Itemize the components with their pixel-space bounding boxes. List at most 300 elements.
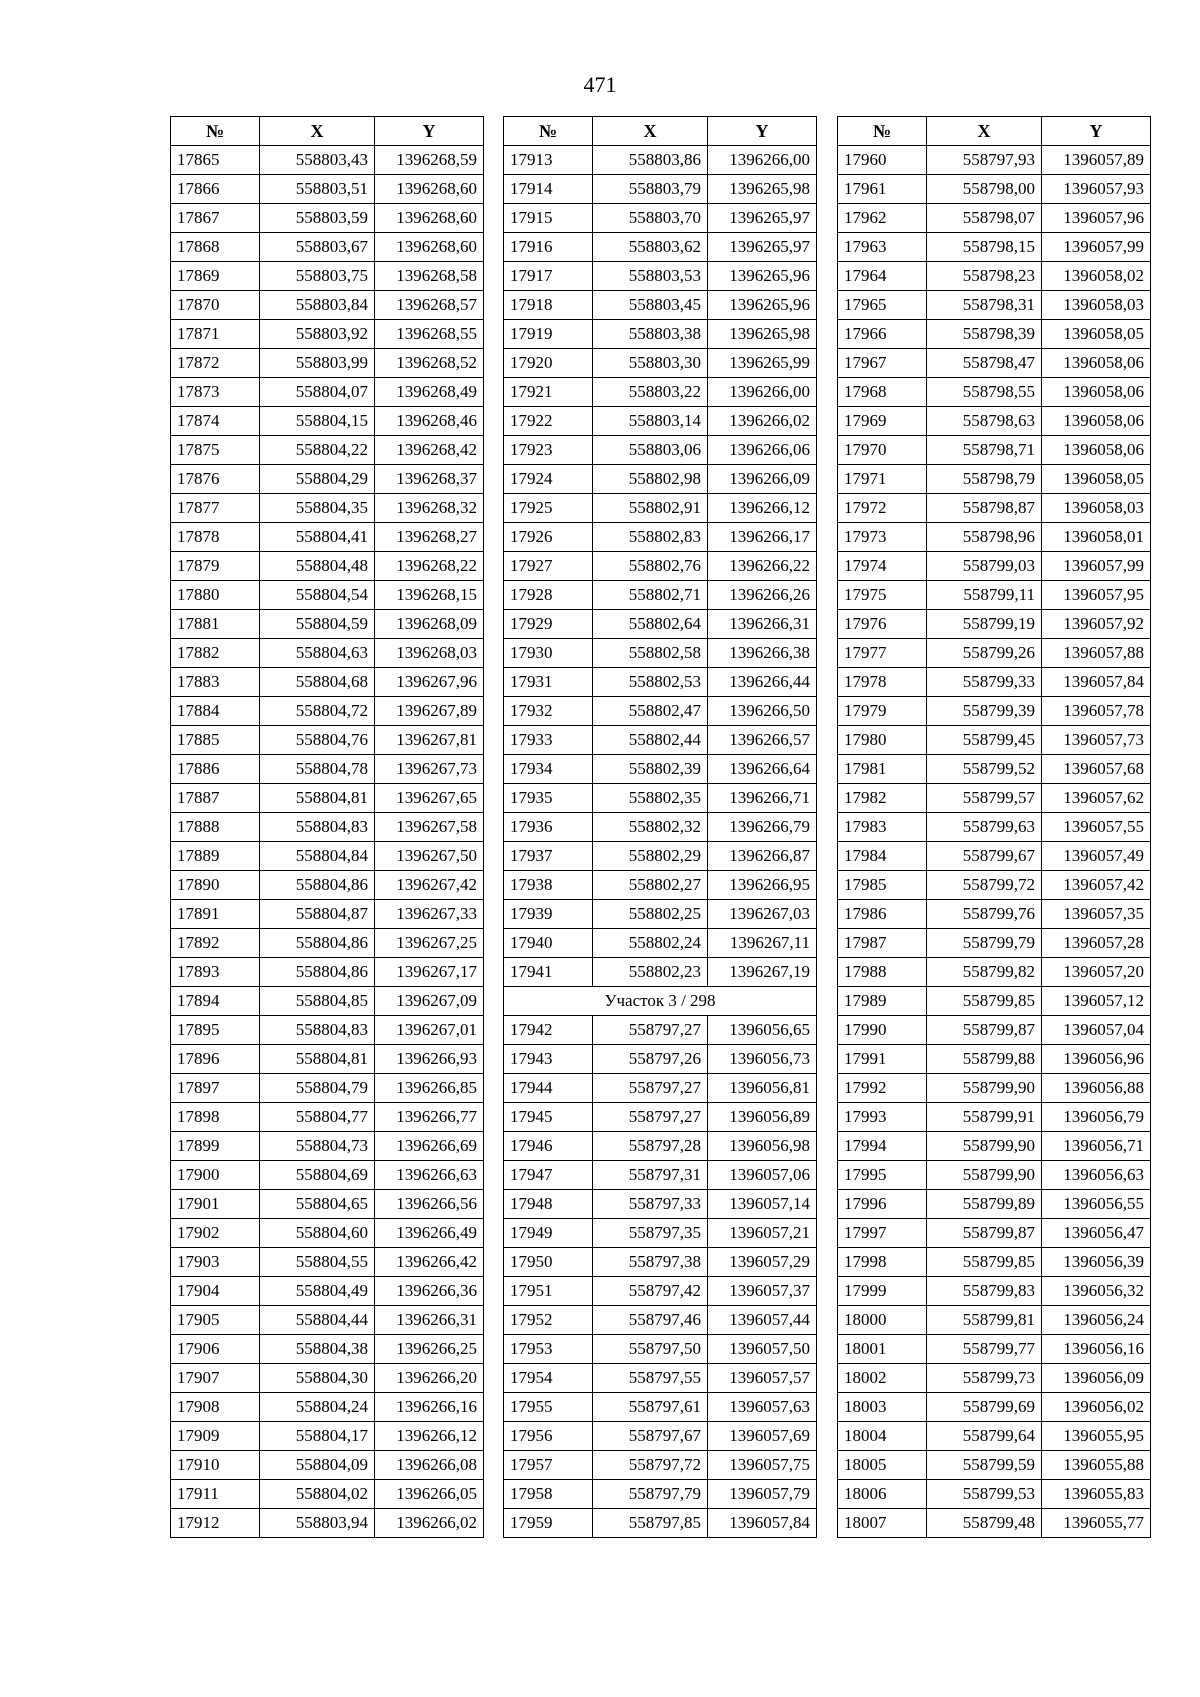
point-number-cell: 17865 (171, 146, 260, 175)
y-coordinate-cell: 1396058,06 (1042, 349, 1151, 378)
x-coordinate-cell: 558804,73 (260, 1132, 375, 1161)
table-row (171, 784, 484, 813)
point-number-cell: 17998 (838, 1248, 927, 1277)
y-coordinate-cell: 1396057,20 (1042, 958, 1151, 987)
x-coordinate-cell: 558799,90 (927, 1074, 1042, 1103)
table-row (838, 610, 1151, 639)
table-row (838, 233, 1151, 262)
table-row (504, 465, 817, 494)
table-row (504, 1219, 817, 1248)
point-number-cell: 17960 (838, 146, 927, 175)
y-coordinate-cell: 1396266,31 (708, 610, 817, 639)
x-coordinate-cell: 558798,79 (927, 465, 1042, 494)
y-coordinate-cell: 1396266,25 (375, 1335, 484, 1364)
y-coordinate-cell: 1396267,01 (375, 1016, 484, 1045)
x-coordinate-cell: 558797,38 (593, 1248, 708, 1277)
x-coordinate-cell: 558799,85 (927, 987, 1042, 1016)
x-coordinate-cell: 558803,38 (593, 320, 708, 349)
point-number-cell: 18002 (838, 1364, 927, 1393)
point-number-cell: 17980 (838, 726, 927, 755)
y-coordinate-cell: 1396056,09 (1042, 1364, 1151, 1393)
table-row (504, 1480, 817, 1509)
y-coordinate-cell: 1396266,26 (708, 581, 817, 610)
header-number: № (838, 117, 927, 146)
table-row (504, 639, 817, 668)
x-coordinate-cell: 558798,63 (927, 407, 1042, 436)
x-coordinate-cell: 558799,90 (927, 1161, 1042, 1190)
x-coordinate-cell: 558804,65 (260, 1190, 375, 1219)
x-coordinate-cell: 558802,44 (593, 726, 708, 755)
x-coordinate-cell: 558804,59 (260, 610, 375, 639)
y-coordinate-cell: 1396266,06 (708, 436, 817, 465)
x-coordinate-cell: 558804,79 (260, 1074, 375, 1103)
point-number-cell: 17925 (504, 494, 593, 523)
y-coordinate-cell: 1396266,50 (708, 697, 817, 726)
y-coordinate-cell: 1396265,97 (708, 204, 817, 233)
header-y: Y (1042, 117, 1151, 146)
table-row (504, 262, 817, 291)
x-coordinate-cell: 558804,78 (260, 755, 375, 784)
point-number-cell: 17938 (504, 871, 593, 900)
point-number-cell: 17884 (171, 697, 260, 726)
table-row (504, 1074, 817, 1103)
x-coordinate-cell: 558802,24 (593, 929, 708, 958)
table-row (504, 349, 817, 378)
point-number-cell: 17944 (504, 1074, 593, 1103)
x-coordinate-cell: 558797,72 (593, 1451, 708, 1480)
point-number-cell: 17890 (171, 871, 260, 900)
table-row (838, 668, 1151, 697)
y-coordinate-cell: 1396057,12 (1042, 987, 1151, 1016)
point-number-cell: 17909 (171, 1422, 260, 1451)
point-number-cell: 17964 (838, 262, 927, 291)
y-coordinate-cell: 1396268,42 (375, 436, 484, 465)
table-row (171, 552, 484, 581)
point-number-cell: 17941 (504, 958, 593, 987)
table-row (171, 1103, 484, 1132)
y-coordinate-cell: 1396266,02 (375, 1509, 484, 1538)
table-row (171, 349, 484, 378)
y-coordinate-cell: 1396267,33 (375, 900, 484, 929)
y-coordinate-cell: 1396057,29 (708, 1248, 817, 1277)
x-coordinate-cell: 558802,91 (593, 494, 708, 523)
table-row (838, 1190, 1151, 1219)
table-row (838, 523, 1151, 552)
x-coordinate-cell: 558799,76 (927, 900, 1042, 929)
table-row (838, 958, 1151, 987)
x-coordinate-cell: 558799,88 (927, 1045, 1042, 1074)
x-coordinate-cell: 558798,00 (927, 175, 1042, 204)
table-row (171, 1161, 484, 1190)
table-row (838, 146, 1151, 175)
table-row (171, 378, 484, 407)
point-number-cell: 17952 (504, 1306, 593, 1335)
x-coordinate-cell: 558799,87 (927, 1219, 1042, 1248)
coordinates-table-3 (837, 116, 1151, 1538)
point-number-cell: 17934 (504, 755, 593, 784)
x-coordinate-cell: 558804,83 (260, 813, 375, 842)
table-row (171, 1451, 484, 1480)
y-coordinate-cell: 1396266,77 (375, 1103, 484, 1132)
section-title: Участок 3 / 298 (504, 987, 817, 1016)
y-coordinate-cell: 1396268,27 (375, 523, 484, 552)
table-row (504, 1132, 817, 1161)
table-row (171, 1219, 484, 1248)
x-coordinate-cell: 558803,14 (593, 407, 708, 436)
point-number-cell: 17891 (171, 900, 260, 929)
x-coordinate-cell: 558804,22 (260, 436, 375, 465)
x-coordinate-cell: 558802,32 (593, 813, 708, 842)
point-number-cell: 17905 (171, 1306, 260, 1335)
point-number-cell: 17977 (838, 639, 927, 668)
point-number-cell: 17896 (171, 1045, 260, 1074)
y-coordinate-cell: 1396056,71 (1042, 1132, 1151, 1161)
y-coordinate-cell: 1396268,58 (375, 262, 484, 291)
table-row (838, 262, 1151, 291)
y-coordinate-cell: 1396265,99 (708, 349, 817, 378)
point-number-cell: 17970 (838, 436, 927, 465)
table-row (838, 349, 1151, 378)
header-number: № (504, 117, 593, 146)
table-row (171, 320, 484, 349)
x-coordinate-cell: 558802,58 (593, 639, 708, 668)
point-number-cell: 17975 (838, 581, 927, 610)
table-row (838, 871, 1151, 900)
point-number-cell: 17892 (171, 929, 260, 958)
x-coordinate-cell: 558798,71 (927, 436, 1042, 465)
page-number: 471 (583, 72, 617, 97)
x-coordinate-cell: 558802,47 (593, 697, 708, 726)
point-number-cell: 17968 (838, 378, 927, 407)
point-number-cell: 17867 (171, 204, 260, 233)
point-number-cell: 17967 (838, 349, 927, 378)
table-row (171, 407, 484, 436)
x-coordinate-cell: 558803,99 (260, 349, 375, 378)
point-number-cell: 17929 (504, 610, 593, 639)
table-row (171, 610, 484, 639)
table-row (504, 1045, 817, 1074)
point-number-cell: 17997 (838, 1219, 927, 1248)
point-number-cell: 17873 (171, 378, 260, 407)
x-coordinate-cell: 558799,52 (927, 755, 1042, 784)
x-coordinate-cell: 558804,83 (260, 1016, 375, 1045)
y-coordinate-cell: 1396057,73 (1042, 726, 1151, 755)
table-row (838, 407, 1151, 436)
y-coordinate-cell: 1396057,99 (1042, 233, 1151, 262)
y-coordinate-cell: 1396266,93 (375, 1045, 484, 1074)
x-coordinate-cell: 558803,30 (593, 349, 708, 378)
y-coordinate-cell: 1396056,81 (708, 1074, 817, 1103)
y-coordinate-cell: 1396268,55 (375, 320, 484, 349)
table-row (171, 1335, 484, 1364)
table-row (504, 784, 817, 813)
y-coordinate-cell: 1396266,79 (708, 813, 817, 842)
point-number-cell: 17986 (838, 900, 927, 929)
y-coordinate-cell: 1396057,99 (1042, 552, 1151, 581)
point-number-cell: 17869 (171, 262, 260, 291)
y-coordinate-cell: 1396057,88 (1042, 639, 1151, 668)
point-number-cell: 17992 (838, 1074, 927, 1103)
table-row (171, 1016, 484, 1045)
x-coordinate-cell: 558804,49 (260, 1277, 375, 1306)
point-number-cell: 17930 (504, 639, 593, 668)
point-number-cell: 17982 (838, 784, 927, 813)
x-coordinate-cell: 558804,54 (260, 581, 375, 610)
table-row (171, 1509, 484, 1538)
table-row (171, 1480, 484, 1509)
table-row (504, 378, 817, 407)
x-coordinate-cell: 558799,73 (927, 1364, 1042, 1393)
table-row (838, 784, 1151, 813)
table-header-row (838, 117, 1151, 146)
table-row (504, 755, 817, 784)
table-row (171, 668, 484, 697)
x-coordinate-cell: 558798,47 (927, 349, 1042, 378)
table-row (838, 1103, 1151, 1132)
point-number-cell: 17902 (171, 1219, 260, 1248)
point-number-cell: 17995 (838, 1161, 927, 1190)
table-row (171, 871, 484, 900)
point-number-cell: 17963 (838, 233, 927, 262)
point-number-cell: 18001 (838, 1335, 927, 1364)
x-coordinate-cell: 558803,22 (593, 378, 708, 407)
y-coordinate-cell: 1396056,89 (708, 1103, 817, 1132)
point-number-cell: 17911 (171, 1480, 260, 1509)
y-coordinate-cell: 1396266,87 (708, 842, 817, 871)
point-number-cell: 17866 (171, 175, 260, 204)
y-coordinate-cell: 1396058,05 (1042, 465, 1151, 494)
x-coordinate-cell: 558803,79 (593, 175, 708, 204)
table-row (838, 1132, 1151, 1161)
point-number-cell: 17945 (504, 1103, 593, 1132)
point-number-cell: 17928 (504, 581, 593, 610)
point-number-cell: 17935 (504, 784, 593, 813)
table-row (504, 1393, 817, 1422)
point-number-cell: 17942 (504, 1016, 593, 1045)
table-row (838, 1074, 1151, 1103)
header-y: Y (375, 117, 484, 146)
y-coordinate-cell: 1396266,00 (708, 378, 817, 407)
y-coordinate-cell: 1396058,03 (1042, 494, 1151, 523)
point-number-cell: 17961 (838, 175, 927, 204)
table-row (838, 1422, 1151, 1451)
point-number-cell: 17908 (171, 1393, 260, 1422)
table-row (838, 755, 1151, 784)
y-coordinate-cell: 1396266,36 (375, 1277, 484, 1306)
x-coordinate-cell: 558799,63 (927, 813, 1042, 842)
point-number-cell: 17876 (171, 465, 260, 494)
y-coordinate-cell: 1396268,59 (375, 146, 484, 175)
x-coordinate-cell: 558799,67 (927, 842, 1042, 871)
x-coordinate-cell: 558802,83 (593, 523, 708, 552)
x-coordinate-cell: 558798,55 (927, 378, 1042, 407)
y-coordinate-cell: 1396266,63 (375, 1161, 484, 1190)
y-coordinate-cell: 1396055,83 (1042, 1480, 1151, 1509)
y-coordinate-cell: 1396268,15 (375, 581, 484, 610)
y-coordinate-cell: 1396057,84 (708, 1509, 817, 1538)
x-coordinate-cell: 558802,53 (593, 668, 708, 697)
y-coordinate-cell: 1396057,04 (1042, 1016, 1151, 1045)
table-row (838, 1016, 1151, 1045)
point-number-cell: 17976 (838, 610, 927, 639)
x-coordinate-cell: 558804,24 (260, 1393, 375, 1422)
table-row (838, 726, 1151, 755)
y-coordinate-cell: 1396268,49 (375, 378, 484, 407)
y-coordinate-cell: 1396057,28 (1042, 929, 1151, 958)
point-number-cell: 17880 (171, 581, 260, 610)
point-number-cell: 18007 (838, 1509, 927, 1538)
x-coordinate-cell: 558799,87 (927, 1016, 1042, 1045)
point-number-cell: 17962 (838, 204, 927, 233)
table-row (838, 1045, 1151, 1074)
table-row (838, 813, 1151, 842)
x-coordinate-cell: 558797,27 (593, 1016, 708, 1045)
table-row (504, 291, 817, 320)
x-coordinate-cell: 558799,11 (927, 581, 1042, 610)
point-number-cell: 18000 (838, 1306, 927, 1335)
point-number-cell: 17893 (171, 958, 260, 987)
y-coordinate-cell: 1396265,98 (708, 175, 817, 204)
y-coordinate-cell: 1396057,06 (708, 1161, 817, 1190)
x-coordinate-cell: 558797,67 (593, 1422, 708, 1451)
y-coordinate-cell: 1396057,49 (1042, 842, 1151, 871)
table-row (171, 581, 484, 610)
y-coordinate-cell: 1396057,35 (1042, 900, 1151, 929)
table-row (171, 726, 484, 755)
table-row (504, 204, 817, 233)
x-coordinate-cell: 558797,55 (593, 1364, 708, 1393)
point-number-cell: 17917 (504, 262, 593, 291)
table-row (838, 1335, 1151, 1364)
point-number-cell: 17913 (504, 146, 593, 175)
y-coordinate-cell: 1396056,02 (1042, 1393, 1151, 1422)
x-coordinate-cell: 558799,45 (927, 726, 1042, 755)
point-number-cell: 17936 (504, 813, 593, 842)
x-coordinate-cell: 558804,81 (260, 784, 375, 813)
y-coordinate-cell: 1396057,50 (708, 1335, 817, 1364)
point-number-cell: 17932 (504, 697, 593, 726)
x-coordinate-cell: 558804,86 (260, 929, 375, 958)
x-coordinate-cell: 558803,59 (260, 204, 375, 233)
point-number-cell: 17870 (171, 291, 260, 320)
point-number-cell: 17918 (504, 291, 593, 320)
table-row (504, 1364, 817, 1393)
y-coordinate-cell: 1396056,47 (1042, 1219, 1151, 1248)
y-coordinate-cell: 1396057,63 (708, 1393, 817, 1422)
x-coordinate-cell: 558802,64 (593, 610, 708, 639)
x-coordinate-cell: 558799,33 (927, 668, 1042, 697)
point-number-cell: 17900 (171, 1161, 260, 1190)
point-number-cell: 17937 (504, 842, 593, 871)
x-coordinate-cell: 558804,84 (260, 842, 375, 871)
point-number-cell: 17906 (171, 1335, 260, 1364)
point-number-cell: 17950 (504, 1248, 593, 1277)
y-coordinate-cell: 1396058,05 (1042, 320, 1151, 349)
table-row (838, 1219, 1151, 1248)
point-number-cell: 17874 (171, 407, 260, 436)
y-coordinate-cell: 1396058,06 (1042, 378, 1151, 407)
x-coordinate-cell: 558803,53 (593, 262, 708, 291)
y-coordinate-cell: 1396265,96 (708, 262, 817, 291)
y-coordinate-cell: 1396057,68 (1042, 755, 1151, 784)
x-coordinate-cell: 558799,57 (927, 784, 1042, 813)
point-number-cell: 17885 (171, 726, 260, 755)
point-number-cell: 17916 (504, 233, 593, 262)
x-coordinate-cell: 558797,61 (593, 1393, 708, 1422)
x-coordinate-cell: 558799,59 (927, 1451, 1042, 1480)
table-row (504, 900, 817, 929)
point-number-cell: 17978 (838, 668, 927, 697)
x-coordinate-cell: 558797,33 (593, 1190, 708, 1219)
point-number-cell: 17927 (504, 552, 593, 581)
x-coordinate-cell: 558798,15 (927, 233, 1042, 262)
table-row (504, 1103, 817, 1132)
point-number-cell: 17965 (838, 291, 927, 320)
table-row (504, 1509, 817, 1538)
point-number-cell: 17955 (504, 1393, 593, 1422)
y-coordinate-cell: 1396267,73 (375, 755, 484, 784)
point-number-cell: 17993 (838, 1103, 927, 1132)
point-number-cell: 17989 (838, 987, 927, 1016)
point-number-cell: 17984 (838, 842, 927, 871)
x-coordinate-cell: 558798,39 (927, 320, 1042, 349)
point-number-cell: 17969 (838, 407, 927, 436)
table-row (838, 1509, 1151, 1538)
y-coordinate-cell: 1396056,63 (1042, 1161, 1151, 1190)
x-coordinate-cell: 558797,31 (593, 1161, 708, 1190)
y-coordinate-cell: 1396057,42 (1042, 871, 1151, 900)
x-coordinate-cell: 558797,93 (927, 146, 1042, 175)
point-number-cell: 17958 (504, 1480, 593, 1509)
x-coordinate-cell: 558799,53 (927, 1480, 1042, 1509)
y-coordinate-cell: 1396265,97 (708, 233, 817, 262)
y-coordinate-cell: 1396056,39 (1042, 1248, 1151, 1277)
table-row (504, 1422, 817, 1451)
y-coordinate-cell: 1396056,96 (1042, 1045, 1151, 1074)
x-coordinate-cell: 558804,69 (260, 1161, 375, 1190)
point-number-cell: 17947 (504, 1161, 593, 1190)
table-row (504, 233, 817, 262)
y-coordinate-cell: 1396266,17 (708, 523, 817, 552)
x-coordinate-cell: 558799,81 (927, 1306, 1042, 1335)
y-coordinate-cell: 1396057,57 (708, 1364, 817, 1393)
x-coordinate-cell: 558804,09 (260, 1451, 375, 1480)
table-row (504, 1277, 817, 1306)
point-number-cell: 17881 (171, 610, 260, 639)
y-coordinate-cell: 1396268,57 (375, 291, 484, 320)
table-row (838, 291, 1151, 320)
x-coordinate-cell: 558798,31 (927, 291, 1042, 320)
coordinates-table-1 (170, 116, 484, 1538)
table-row (171, 697, 484, 726)
table-row (504, 1161, 817, 1190)
header-x: X (593, 117, 708, 146)
y-coordinate-cell: 1396268,37 (375, 465, 484, 494)
table-row (504, 581, 817, 610)
y-coordinate-cell: 1396057,84 (1042, 668, 1151, 697)
x-coordinate-cell: 558799,03 (927, 552, 1042, 581)
y-coordinate-cell: 1396056,55 (1042, 1190, 1151, 1219)
table-row (504, 958, 817, 987)
y-coordinate-cell: 1396057,95 (1042, 581, 1151, 610)
point-number-cell: 17959 (504, 1509, 593, 1538)
point-number-cell: 17981 (838, 755, 927, 784)
x-coordinate-cell: 558802,23 (593, 958, 708, 987)
table-row (171, 1248, 484, 1277)
x-coordinate-cell: 558804,60 (260, 1219, 375, 1248)
y-coordinate-cell: 1396057,21 (708, 1219, 817, 1248)
table-row (171, 1045, 484, 1074)
